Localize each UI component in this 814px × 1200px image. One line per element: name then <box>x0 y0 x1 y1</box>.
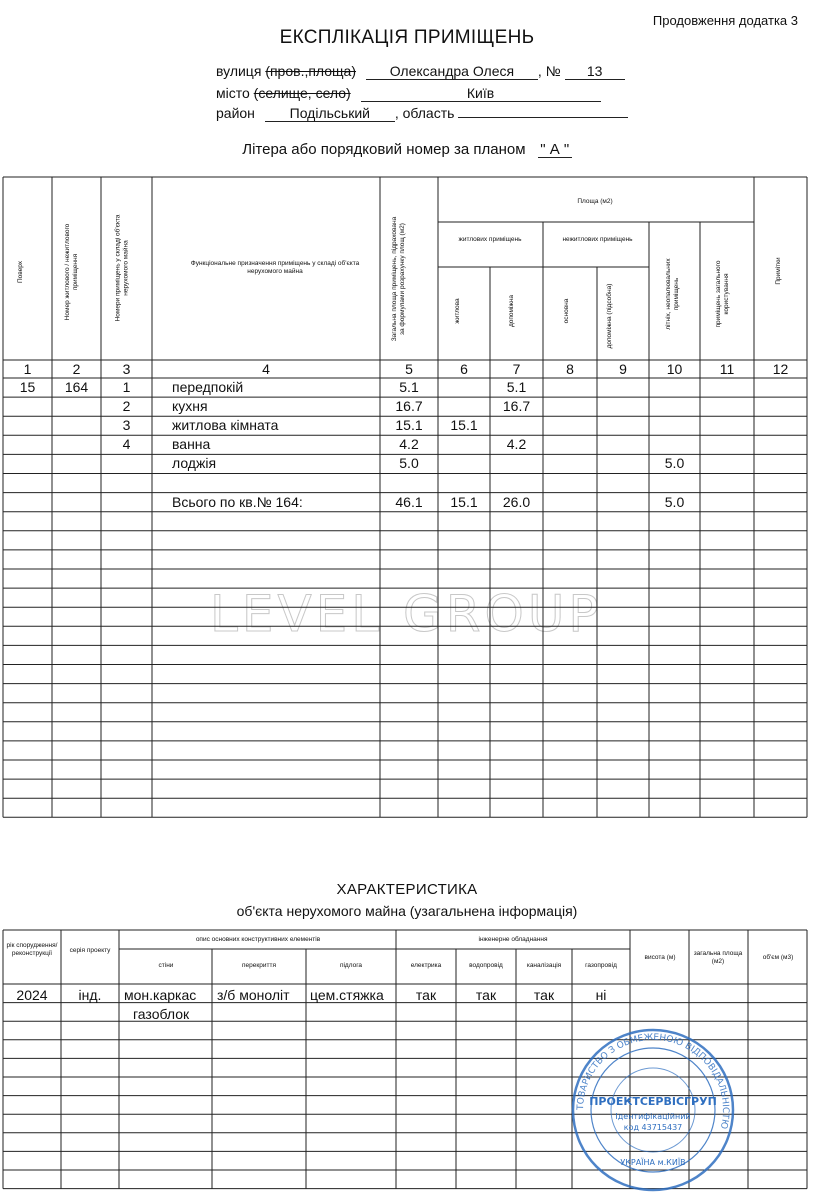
column-number: 9 <box>619 361 627 377</box>
table-cell: 16.7 <box>395 398 423 415</box>
char-header-structural: опис основних конструктивних елементів <box>195 936 321 943</box>
column-number: 4 <box>262 361 270 377</box>
char-flooring: цем.стяжка <box>310 987 384 1003</box>
street-value: Олександра Олеся <box>366 64 538 80</box>
table-cell: 2 <box>122 398 131 415</box>
header-living-aux: допоміжна <box>508 295 515 328</box>
region-label: , область <box>394 105 455 121</box>
litera-label: Літера або порядковий номер за планом <box>242 141 526 158</box>
char-sewage: так <box>533 987 555 1003</box>
header-room-numbers: Номери приміщень у складі об'єкта нерухомого майна <box>114 214 130 322</box>
district-label: район <box>216 105 255 121</box>
table-cell: Всього по кв.№ 164: <box>172 493 303 510</box>
char-gas: ні <box>595 987 607 1003</box>
city-value: Київ <box>361 86 601 102</box>
stamp-id-label: Ідентифікаційний <box>615 1112 691 1121</box>
char-header-engineering: інженерне обладнання <box>478 936 548 943</box>
header-floor: Поверх <box>17 260 24 284</box>
header-living: житлових приміщень <box>458 236 522 243</box>
table-cell: ванна <box>172 436 211 453</box>
char-header-height: висота (м) <box>644 954 676 961</box>
document-title: ЕКСПЛІКАЦІЯ ПРИМІЩЕНЬ <box>279 27 535 48</box>
header-purpose: Функціональне призначення приміщень у складі об'єкта нерухомого майна <box>190 260 360 275</box>
litera-value: " А " <box>538 142 572 158</box>
table-cell: 5.0 <box>399 455 419 472</box>
table-cell: кухня <box>172 398 208 415</box>
table-cell: 16.7 <box>502 398 531 415</box>
company-stamp <box>568 1025 738 1195</box>
city-label: місто <box>216 85 250 101</box>
table-cell: 5.0 <box>664 455 685 472</box>
column-number: 2 <box>72 361 81 377</box>
table-cell: 15.1 <box>450 493 478 510</box>
char-floors: з/б моноліт <box>217 987 290 1003</box>
header-nonliving: нежитлових приміщень <box>562 236 633 243</box>
table-cell: 46.1 <box>395 493 423 510</box>
column-number: 10 <box>666 361 683 377</box>
char-water: так <box>475 987 497 1003</box>
table-cell: 4.2 <box>506 436 527 453</box>
char-year: 2024 <box>16 987 48 1003</box>
street-struck-options: (пров.,площа) <box>265 63 357 79</box>
char-header-year: рік спорудження/ реконструкції <box>6 942 58 957</box>
header-notes: Примітки <box>775 257 782 285</box>
stamp-code: код 43715437 <box>623 1123 683 1132</box>
column-number: 5 <box>405 361 413 377</box>
number-label: , № <box>537 63 561 79</box>
table-cell: 4 <box>122 436 131 453</box>
char-header-total-area: загальна площа (м2) <box>693 950 743 965</box>
table-cell: житлова кімната <box>172 417 279 434</box>
table-cell: 4.2 <box>399 436 419 453</box>
char-header-flooring: підлога <box>339 962 363 969</box>
table-cell: 5.1 <box>506 379 527 395</box>
char-walls: мон.каркас <box>124 987 197 1003</box>
char-walls-line2: газоблок <box>133 1006 190 1022</box>
characteristics-subtitle: об'єкта нерухомого майна (узагальнена інформація) <box>236 903 578 919</box>
column-number: 12 <box>772 361 789 377</box>
table-cell: 3 <box>122 417 131 434</box>
column-number: 8 <box>566 361 574 377</box>
header-summer: літніх, неопалювальних приміщень <box>665 258 680 330</box>
stamp-name: ПРОЕКТСЕРВІСГРУП <box>589 1095 717 1108</box>
street-label: вулиця <box>216 63 262 79</box>
header-nonliving-main: основна <box>563 298 570 324</box>
char-header-water: водопровід <box>469 962 503 969</box>
table-cell: 15.1 <box>395 417 423 434</box>
column-number: 3 <box>122 361 131 377</box>
header-common: приміщень загального користування <box>715 260 730 328</box>
table-cell: 15.1 <box>450 417 478 434</box>
char-header-sewage: каналізація <box>526 962 562 969</box>
table-cell: 164 <box>64 379 89 395</box>
header-living-main: житлова <box>454 298 461 324</box>
column-number: 6 <box>460 361 468 377</box>
level-group-watermark: LEVEL GROUP <box>210 585 603 643</box>
table-cell: лоджія <box>172 455 217 472</box>
district-value: Подільський <box>265 106 395 122</box>
char-header-volume: об'єм (м3) <box>762 954 794 961</box>
city-struck-options: (селище, село) <box>253 85 351 101</box>
table-cell: передпокій <box>172 379 244 395</box>
continuation-note: Продовження додатка 3 <box>652 13 798 28</box>
header-nonliving-aux: допоміжна (підсобна) <box>606 283 613 349</box>
table-cell: 5.0 <box>664 493 685 510</box>
column-number: 7 <box>512 361 521 377</box>
char-header-walls: стіни <box>158 962 174 969</box>
stamp-bottom: УКРАЇНА м.КИЇВ <box>620 1158 686 1167</box>
char-header-gas: газопровід <box>585 962 617 969</box>
char-header-series: серія проекту <box>69 947 111 954</box>
stamp-ring-text: ТОВАРИСТВО З ОБМЕЖЕНОЮ ВІДПОВІДАЛЬНІСТЮ <box>575 1032 731 1130</box>
header-apt-number: Номер житлового / нежитлового приміщення <box>64 223 79 321</box>
table-cell: 15 <box>19 379 36 395</box>
char-electric: так <box>415 987 437 1003</box>
header-area: Площа (м2) <box>577 198 613 205</box>
char-header-floors: перекриття <box>242 962 276 969</box>
header-total-area: Загальна площа приміщень, підрахована за формулами розрахунку площ (м2) <box>391 216 406 342</box>
table-cell: 26.0 <box>502 493 531 510</box>
house-number: 13 <box>565 64 625 80</box>
column-number: 11 <box>719 361 735 377</box>
char-series: інд. <box>78 987 102 1003</box>
characteristics-title: ХАРАКТЕРИСТИКА <box>336 881 478 898</box>
char-header-electric: електрика <box>410 962 442 969</box>
column-number: 1 <box>23 361 32 377</box>
table-cell: 1 <box>122 379 131 395</box>
table-cell: 5.1 <box>399 379 419 395</box>
